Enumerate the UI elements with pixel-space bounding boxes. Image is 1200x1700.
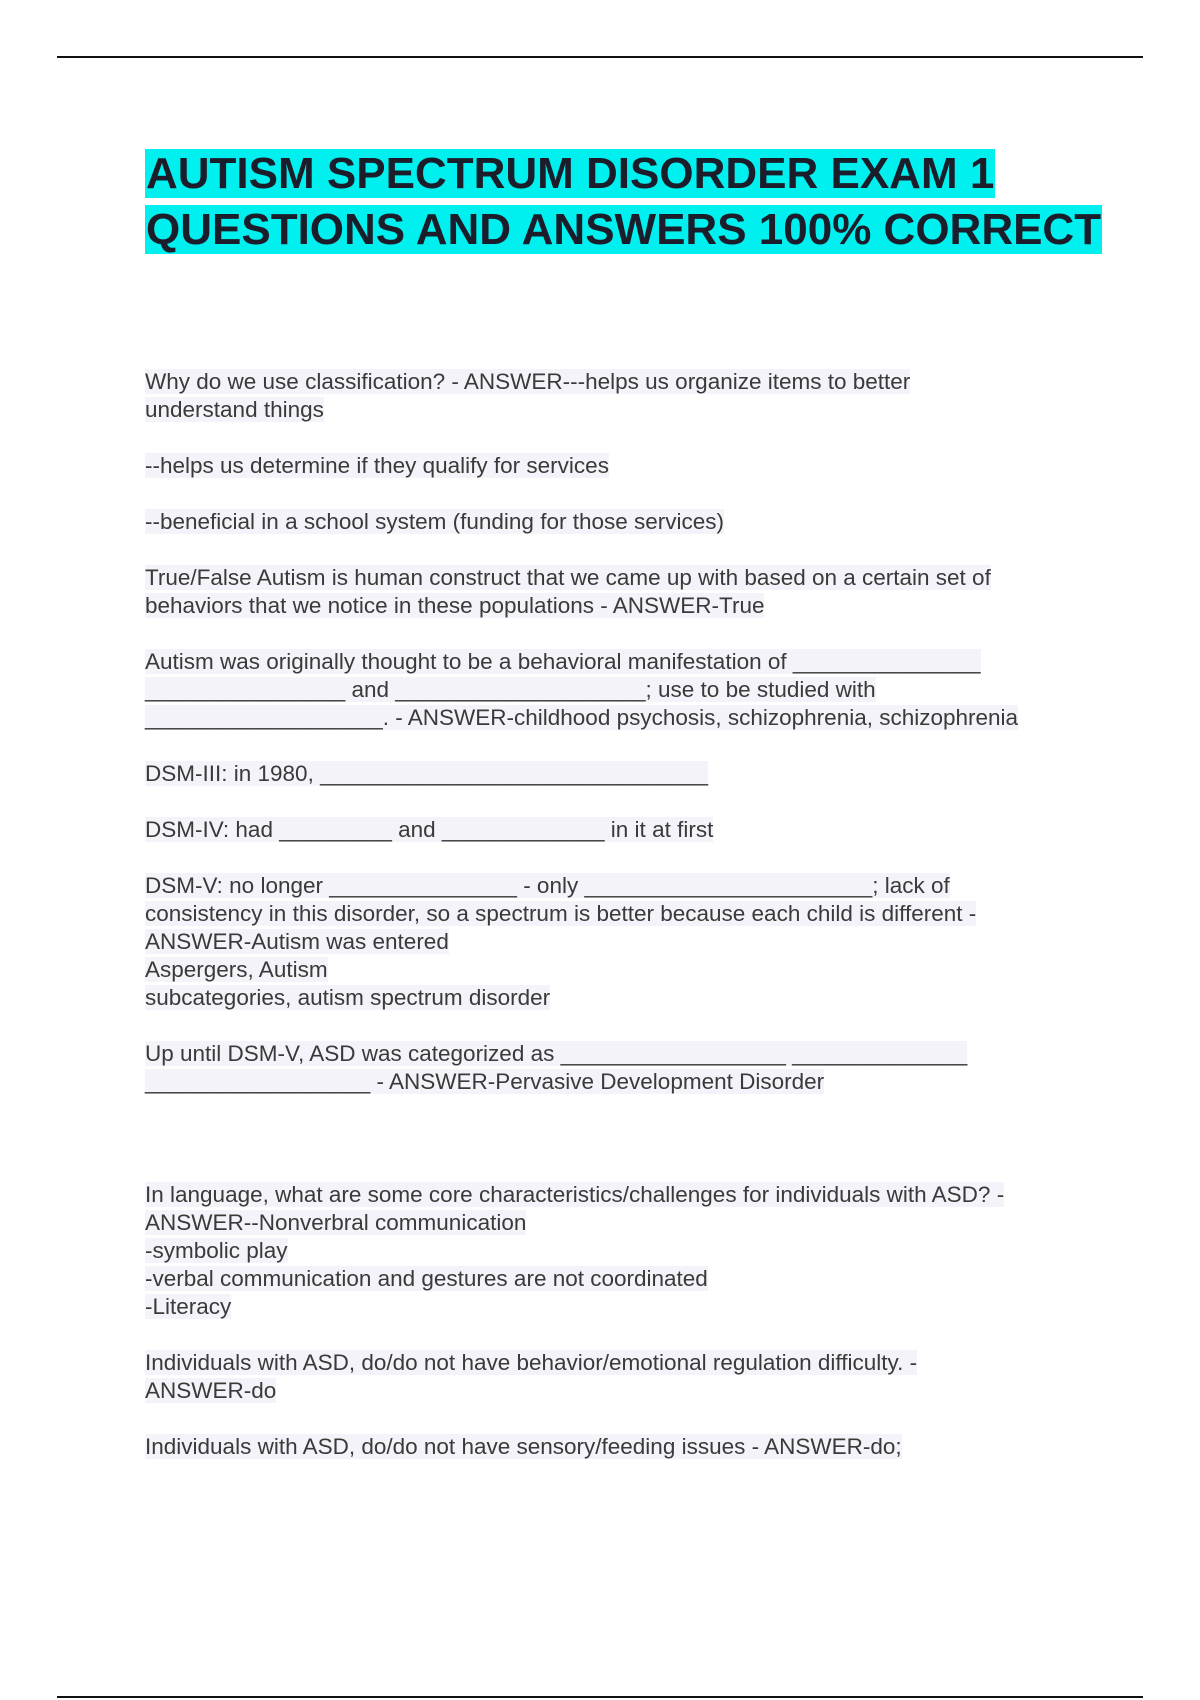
section-gap bbox=[145, 1124, 1085, 1181]
qa-paragraph bbox=[145, 648, 1085, 732]
text-line: ________________ and ____________________; use to be studied with bbox=[145, 677, 876, 702]
text-line: ___________________. - ANSWER-childhood psychosis, schizophrenia, schizophrenia bbox=[145, 705, 1019, 730]
text-line: Autism was originally thought to be a behavioral manifestation of _______________ bbox=[145, 649, 981, 674]
qa-paragraph bbox=[145, 1349, 1085, 1405]
text-line: subcategories, autism spectrum disorder bbox=[145, 985, 551, 1010]
text-line: True/False Autism is human construct that we came up with based on a certain set of bbox=[145, 565, 991, 590]
text-line: Up until DSM-V, ASD was categorized as __________________ ______________ bbox=[145, 1041, 968, 1066]
text-line: In language, what are some core characteristics/challenges for individuals with ASD? - bbox=[145, 1182, 1005, 1207]
text-line: --helps us determine if they qualify for services bbox=[145, 453, 609, 478]
text-line: DSM-III: in 1980, _______________________________ bbox=[145, 761, 708, 786]
qa-paragraph bbox=[145, 1040, 1085, 1096]
text-line: DSM-IV: had _________ and _____________ in it at first bbox=[145, 817, 714, 842]
text-line: Why do we use classification? - ANSWER---helps us organize items to better bbox=[145, 369, 911, 394]
qa-paragraph bbox=[145, 872, 1085, 1012]
document-title bbox=[145, 146, 1105, 258]
text-line: Aspergers, Autism bbox=[145, 957, 328, 982]
text-line: --beneficial in a school system (funding for those services) bbox=[145, 509, 725, 534]
text-line: -Literacy bbox=[145, 1294, 232, 1319]
text-line: ANSWER-Autism was entered bbox=[145, 929, 449, 954]
text-line: behaviors that we notice in these populations - ANSWER-True bbox=[145, 593, 765, 618]
text-line: __________________ - ANSWER-Pervasive Development Disorder bbox=[145, 1069, 825, 1094]
qa-paragraph bbox=[145, 816, 1085, 844]
qa-paragraph bbox=[145, 760, 1085, 788]
text-line: Individuals with ASD, do/do not have behavior/emotional regulation difficulty. - bbox=[145, 1350, 918, 1375]
text-line: understand things bbox=[145, 397, 324, 422]
qa-section-1 bbox=[145, 368, 1085, 1096]
text-line: DSM-V: no longer _______________ - only _______________________; lack of bbox=[145, 873, 950, 898]
document-body bbox=[145, 368, 1085, 1489]
footer-rule bbox=[57, 1696, 1143, 1698]
header-rule bbox=[57, 56, 1143, 58]
qa-paragraph bbox=[145, 368, 1085, 424]
text-line: Individuals with ASD, do/do not have sensory/feeding issues - ANSWER-do; bbox=[145, 1434, 902, 1459]
qa-paragraph bbox=[145, 564, 1085, 620]
qa-paragraph bbox=[145, 1433, 1085, 1461]
qa-section-2 bbox=[145, 1181, 1085, 1461]
text-line: -verbal communication and gestures are not coordinated bbox=[145, 1266, 708, 1291]
text-line: consistency in this disorder, so a spectrum is better because each child is different - bbox=[145, 901, 977, 926]
qa-paragraph bbox=[145, 508, 1085, 536]
qa-paragraph bbox=[145, 1181, 1085, 1321]
qa-paragraph bbox=[145, 452, 1085, 480]
text-line: -symbolic play bbox=[145, 1238, 288, 1263]
title-highlight: AUTISM SPECTRUM DISORDER EXAM 1 QUESTIONS AND ANSWERS 100% CORRECT bbox=[146, 149, 1102, 254]
text-line: ANSWER--Nonverbral communication bbox=[145, 1210, 527, 1235]
text-line: ANSWER-do bbox=[145, 1378, 277, 1403]
